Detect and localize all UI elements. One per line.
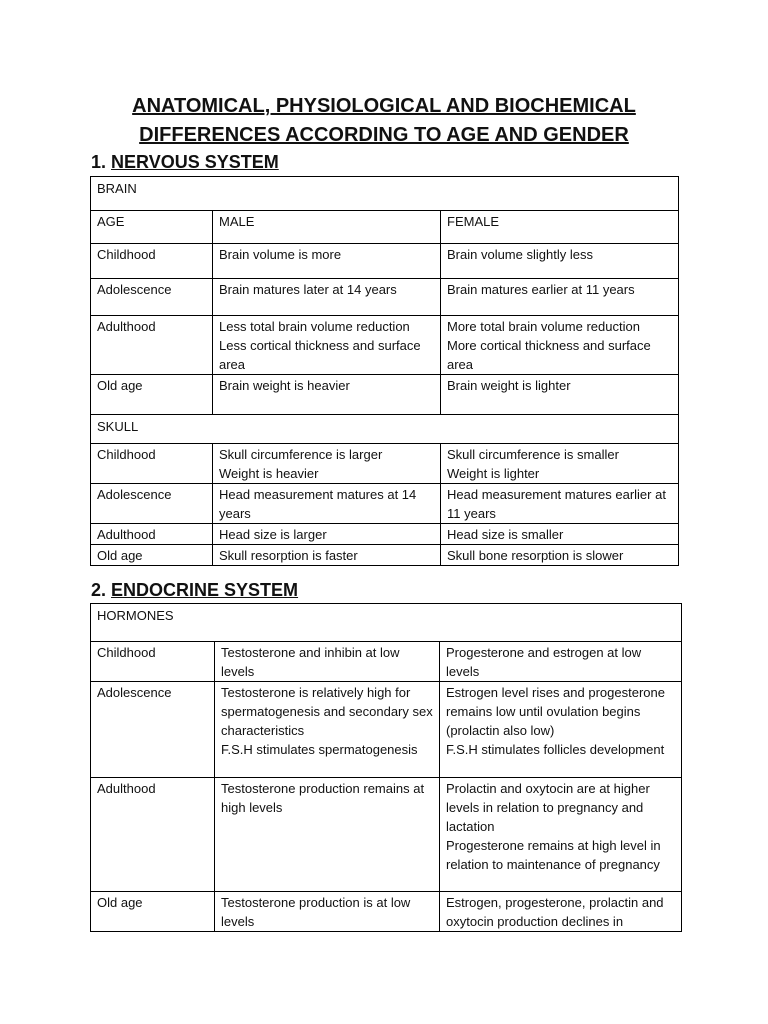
- male-cell: Testosterone production is at low levels: [215, 892, 440, 932]
- table-row: [91, 415, 679, 444]
- table-row: [91, 682, 682, 778]
- section-heading-endocrine: [91, 580, 298, 601]
- table-row: [91, 375, 679, 415]
- table-row: [91, 244, 679, 279]
- age-cell: Adolescence: [91, 279, 213, 316]
- female-cell: Head measurement matures earlier at 11 years: [441, 484, 679, 524]
- table-row: [91, 316, 679, 375]
- age-cell: Adulthood: [91, 524, 213, 545]
- female-cell: Progesterone and estrogen at low levels: [440, 642, 682, 682]
- table-row: [91, 444, 679, 484]
- female-cell: More total brain volume reduction More cortical thickness and surface area: [441, 316, 679, 375]
- male-cell: Testosterone and inhibin at low levels: [215, 642, 440, 682]
- header-row: [91, 211, 679, 244]
- table-row: [91, 177, 679, 211]
- female-cell: Skull bone resorption is slower: [441, 545, 679, 566]
- table-row: [91, 604, 682, 642]
- male-cell: Testosterone production remains at high levels: [215, 778, 440, 892]
- age-cell: Old age: [91, 892, 215, 932]
- table-row: [91, 545, 679, 566]
- table-row: [91, 484, 679, 524]
- age-cell: Adolescence: [91, 682, 215, 778]
- male-cell: Head size is larger: [213, 524, 441, 545]
- female-cell: Estrogen level rises and progesterone remains low until ovulation begins (prolactin also low) F.S.H stimulates follicles development: [440, 682, 682, 778]
- section-name: NERVOUS SYSTEM: [111, 152, 279, 172]
- female-cell: Brain volume slightly less: [441, 244, 679, 279]
- table-row: [91, 778, 682, 892]
- female-cell: Head size is smaller: [441, 524, 679, 545]
- section-heading-nervous: [91, 152, 279, 173]
- male-cell: Skull resorption is faster: [213, 545, 441, 566]
- table-row: [91, 279, 679, 316]
- age-cell: Childhood: [91, 642, 215, 682]
- header-cell-male: MALE: [213, 211, 441, 244]
- age-cell: Adulthood: [91, 316, 213, 375]
- female-cell: Estrogen, progesterone, prolactin and oxytocin production declines in: [440, 892, 682, 932]
- skull-label: SKULL: [91, 415, 679, 444]
- endocrine-system-table: [90, 603, 682, 932]
- nervous-system-table: [90, 176, 679, 566]
- title-line-2: DIFFERENCES ACCORDING TO AGE AND GENDER: [139, 124, 629, 146]
- female-cell: Brain matures earlier at 11 years: [441, 279, 679, 316]
- male-cell: Brain volume is more: [213, 244, 441, 279]
- age-cell: Adolescence: [91, 484, 213, 524]
- brain-label: BRAIN: [91, 177, 679, 211]
- header-cell-age: AGE: [91, 211, 213, 244]
- section-number: 1.: [91, 152, 107, 172]
- age-cell: Old age: [91, 545, 213, 566]
- header-cell-female: FEMALE: [441, 211, 679, 244]
- female-cell: Skull circumference is smaller Weight is lighter: [441, 444, 679, 484]
- male-cell: Skull circumference is larger Weight is heavier: [213, 444, 441, 484]
- hormones-label: HORMONES: [91, 604, 682, 642]
- male-cell: Brain weight is heavier: [213, 375, 441, 415]
- document-title: [0, 92, 768, 150]
- age-cell: Childhood: [91, 444, 213, 484]
- title-line-1: ANATOMICAL, PHYSIOLOGICAL AND BIOCHEMICAL: [132, 95, 636, 117]
- female-cell: Prolactin and oxytocin are at higher levels in relation to pregnancy and lactation Progesterone remains at high level in relation to maintenance of pregnancy: [440, 778, 682, 892]
- male-cell: Testosterone is relatively high for spermatogenesis and secondary sex characteristics F.S.H stimulates spermatogenesis: [215, 682, 440, 778]
- table-row: [91, 524, 679, 545]
- male-cell: Head measurement matures at 14 years: [213, 484, 441, 524]
- table-row: [91, 892, 682, 932]
- age-cell: Adulthood: [91, 778, 215, 892]
- age-cell: Childhood: [91, 244, 213, 279]
- section-number: 2.: [91, 580, 107, 600]
- female-cell: Brain weight is lighter: [441, 375, 679, 415]
- table-row: [91, 642, 682, 682]
- male-cell: Less total brain volume reduction Less cortical thickness and surface area: [213, 316, 441, 375]
- male-cell: Brain matures later at 14 years: [213, 279, 441, 316]
- section-name: ENDOCRINE SYSTEM: [111, 580, 299, 600]
- age-cell: Old age: [91, 375, 213, 415]
